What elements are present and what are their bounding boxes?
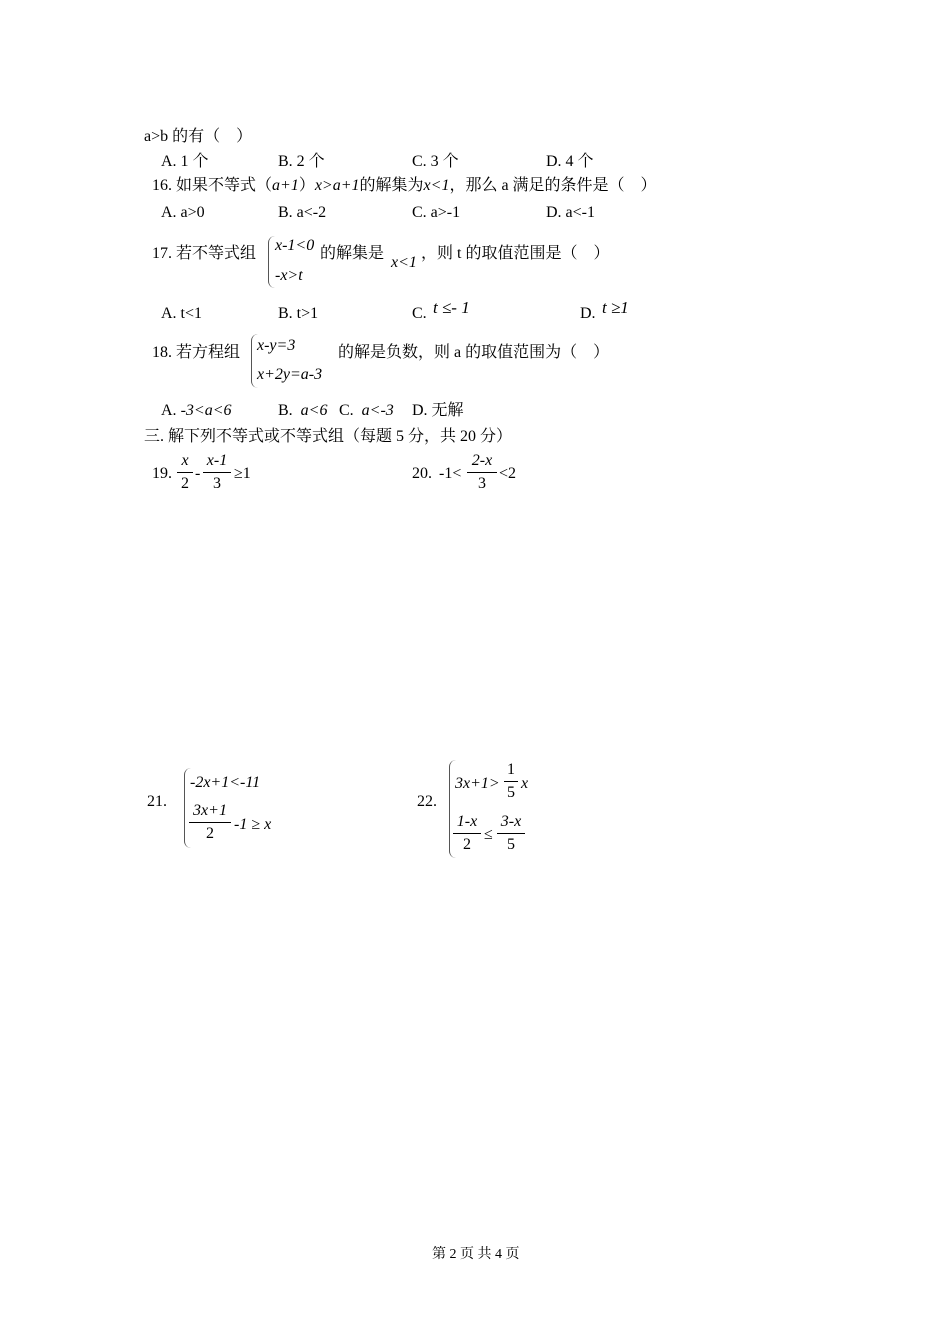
q20-fraction	[467, 452, 497, 494]
q22-line2-fraction-1	[453, 813, 481, 855]
q21-line1: -2x+1<-11	[190, 774, 261, 791]
q22-line1-fraction	[504, 761, 518, 803]
q21-fraction-den: 2	[206, 825, 214, 843]
q18-suffix: 的解是负数，则 a 的取值范围为（ ）	[338, 344, 610, 361]
q22-line2-fraction-2-num: 3-x	[500, 813, 522, 830]
q15-option-a: A. 1 个	[161, 153, 209, 170]
q19-fraction-1	[177, 452, 193, 494]
q16-mid: 的解集为	[359, 177, 424, 194]
q18-option-d: D. 无解	[412, 402, 464, 419]
q17-line2: -x>t	[275, 267, 303, 284]
q17-prefix: 17. 若不等式组	[152, 245, 257, 262]
q18-option-b-math: a<6	[300, 402, 328, 419]
q19-fraction-2-bar	[203, 472, 231, 473]
q21-fraction-num: 3x+1	[193, 802, 227, 819]
q21-rest: -1 ≥ x	[234, 816, 272, 833]
q22-line2-op: ≤	[484, 826, 493, 843]
q19-fraction-2	[203, 452, 231, 494]
q16-option-b: B. a<-2	[278, 204, 327, 221]
q17-option-c-math: t ≤- 1	[433, 298, 470, 317]
q19-fraction-2-den: 3	[213, 475, 221, 493]
q18-line1: x-y=3	[257, 337, 296, 354]
q16-question	[152, 176, 657, 195]
q17-option-c: C.	[412, 305, 427, 322]
q19-fraction-1-num: x	[181, 452, 189, 469]
q16-close: ）	[298, 177, 315, 194]
q20-rhs: <2	[499, 465, 517, 482]
q22-line1-fraction-num: 1	[507, 761, 515, 778]
q18-option-a	[161, 401, 231, 420]
q22-line2-fraction-2-bar	[497, 833, 525, 834]
q20-label: 20.	[412, 465, 432, 482]
q18-line2: x+2y=a-3	[257, 366, 323, 383]
q22-line1-lhs: 3x+1>	[455, 775, 500, 792]
q16-solution: x<1	[423, 177, 450, 194]
q22-line2-fraction-2-den: 5	[507, 836, 515, 854]
q19-label: 19.	[152, 465, 172, 482]
q15-option-d: D. 4 个	[546, 153, 594, 170]
q17-option-d-math: t ≥1	[602, 298, 629, 317]
q22-label: 22.	[417, 793, 437, 810]
q19-fraction-2-num: x-1	[206, 452, 228, 469]
q17-option-d: D.	[580, 305, 596, 322]
q18-option-c	[339, 401, 394, 420]
q20-lhs: -1<	[439, 465, 462, 482]
page-footer: 第 2 页 共 4 页	[432, 1247, 520, 1262]
q20-fraction-den: 3	[478, 475, 486, 493]
q19-fraction-1-den: 2	[181, 475, 189, 493]
q16-a-plus-1: a+1	[272, 177, 299, 194]
q19-rhs: ≥1	[234, 465, 251, 482]
q22-line1-x: x	[521, 775, 529, 792]
q18-option-b-label: B.	[278, 402, 293, 419]
q18-prefix: 18. 若方程组	[152, 344, 241, 361]
q16-inequality: x>a+1	[314, 177, 360, 194]
q15-option-b: B. 2 个	[278, 153, 325, 170]
q21-fraction-bar	[189, 822, 231, 823]
q17-option-a: A. t<1	[161, 305, 203, 322]
q22-line1-fraction-bar	[504, 781, 518, 782]
q22-line2-fraction-1-bar	[453, 833, 481, 834]
q15-option-c: C. 3 个	[412, 153, 459, 170]
q18-option-c-math: a<-3	[361, 402, 394, 419]
q16-suffix: ，那么 a 满足的条件是（ ）	[449, 177, 657, 194]
q22-line2-fraction-2	[497, 813, 525, 855]
q18-option-b	[278, 401, 327, 420]
q16-option-a: A. a>0	[161, 204, 205, 221]
q19-minus: -	[195, 465, 201, 482]
q19-fraction-1-bar	[177, 472, 193, 473]
q16-option-d: D. a<-1	[546, 204, 596, 221]
q20-fraction-num: 2-x	[471, 452, 493, 469]
q20-fraction-bar	[467, 472, 497, 473]
q18-option-a-label: A.	[161, 402, 177, 419]
q15-tail: a>b 的有（ ）	[144, 128, 253, 145]
q17-line1: x-1<0	[275, 237, 315, 254]
q17-mid: 的解集是	[320, 245, 385, 262]
q21-label: 21.	[147, 793, 167, 810]
q21-fraction	[189, 802, 231, 844]
q22-line1-fraction-den: 5	[507, 784, 515, 802]
q22-line2-fraction-1-den: 2	[463, 836, 471, 854]
q18-option-c-label: C.	[339, 402, 354, 419]
section3-heading: 三. 解下列不等式或不等式组（每题 5 分，共 20 分）	[144, 428, 513, 445]
q16-option-c: C. a>-1	[412, 204, 461, 221]
q17-solution: x<1	[391, 254, 417, 271]
q16-prefix: 16. 如果不等式（	[152, 177, 273, 194]
q17-suffix: ，则 t 的取值范围是（ ）	[421, 245, 610, 262]
q17-option-b: B. t>1	[278, 305, 319, 322]
q17-brace	[268, 236, 275, 288]
q18-option-a-math: -3<a<6	[180, 402, 232, 419]
q22-line2-fraction-1-num: 1-x	[456, 813, 478, 830]
